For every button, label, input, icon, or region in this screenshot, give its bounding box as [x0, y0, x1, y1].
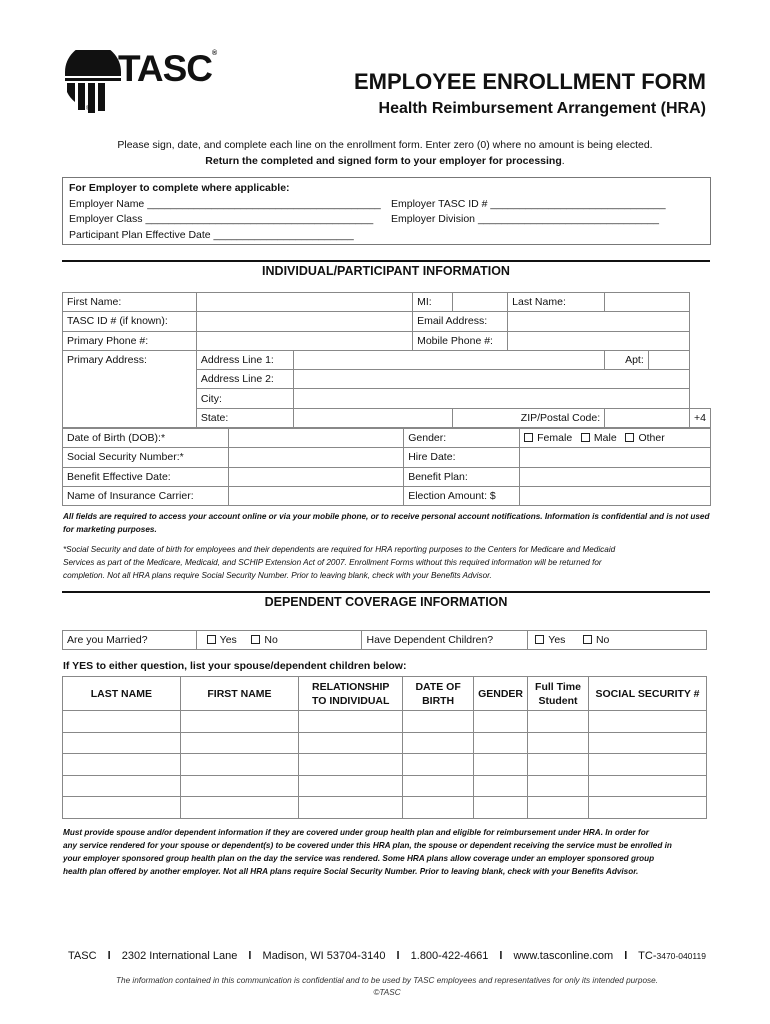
footer-city: Madison, WI 53704-3140 [262, 950, 386, 962]
dependent-cell-input[interactable] [528, 754, 589, 776]
ssn-label: Social Security Number:* [63, 448, 229, 467]
closing-note-line-2: any service rendered for your spouse or dependent(s) to be covered under this HRA plan, the spouse or dependent receiving the service must be enrolled in [63, 841, 672, 850]
dependent-questions-table [62, 630, 707, 650]
insurance-carrier-label: Name of Insurance Carrier: [63, 486, 229, 505]
benefit-effective-date-input[interactable] [228, 467, 403, 486]
dependent-cell-input[interactable] [588, 797, 706, 819]
city-label: City: [196, 389, 293, 408]
dependent-column-header [403, 677, 474, 711]
dependent-cell-input[interactable] [474, 797, 528, 819]
closing-note-line-4: health plan offered by another employer. Not all HRA plans require Social Security Number. Prior to leaving blank, check with your Benefits Advisor. [63, 867, 639, 876]
state-label: State: [196, 408, 293, 427]
dependent-cell-input[interactable] [299, 797, 403, 819]
dependent-cell-input[interactable] [528, 732, 589, 754]
tasc-id-label: TASC ID # (if known): [63, 312, 197, 331]
table-row [63, 448, 711, 467]
female-label: Female [537, 432, 573, 445]
city-input[interactable] [293, 389, 689, 408]
dependent-section-title: DEPENDENT COVERAGE INFORMATION [62, 591, 710, 609]
confidentiality-notice [63, 975, 711, 999]
table-row [63, 429, 711, 448]
married-yes-label: Yes [219, 634, 237, 647]
footer-form-code-prefix: TC- [638, 950, 657, 962]
mobile-phone-label: Mobile Phone #: [413, 331, 508, 350]
address-line-1-input[interactable] [293, 350, 605, 369]
table-row [63, 293, 711, 312]
dependent-column-header [180, 677, 299, 711]
employer-class-field[interactable]: Employer Class _______________________________________ [69, 213, 374, 225]
column-header-line-1: GENDER [478, 687, 523, 700]
participant-table-2 [62, 428, 711, 506]
benefit-plan-input[interactable] [520, 467, 711, 486]
footer-separator: l [248, 950, 252, 962]
dependent-cell-input[interactable] [63, 797, 181, 819]
table-row [63, 732, 707, 754]
registered-mark: ® [211, 50, 217, 57]
mi-label: MI: [413, 293, 453, 312]
dob-label: Date of Birth (DOB):* [63, 429, 229, 448]
table-row [63, 754, 707, 776]
small-registered-mark: ® [86, 106, 91, 112]
table-row [63, 312, 711, 331]
dependent-cell-input[interactable] [63, 754, 181, 776]
dependent-cell-input[interactable] [474, 775, 528, 797]
election-amount-label: Election Amount: $ [404, 486, 520, 505]
dependent-column-header [528, 677, 589, 711]
dependent-cell-input[interactable] [528, 797, 589, 819]
column-header-line-2: TO INDIVIDUAL [312, 694, 390, 707]
female-checkbox[interactable] [524, 433, 533, 442]
column-header-line-1: FIRST NAME [207, 687, 272, 700]
dependent-cell-input[interactable] [528, 775, 589, 797]
tasc-wordmark-text: TASC [118, 48, 212, 89]
table-row [63, 711, 707, 733]
closing-note-line-3: your employer sponsored group health plan on the day the service was rendered. Some HRA plans allow coverage under an employer sponsored group [63, 854, 655, 863]
primary-phone-input[interactable] [196, 331, 412, 350]
dependent-cell-input[interactable] [299, 711, 403, 733]
primary-address-label: Primary Address: [63, 350, 197, 427]
dependents-yes-label: Yes [548, 634, 566, 647]
form-subtitle: Health Reimbursement Arrangement (HRA) [378, 100, 706, 117]
dependent-column-header [474, 677, 528, 711]
footer-separator: l [624, 950, 628, 962]
dependent-column-header [588, 677, 706, 711]
footer-separator: l [499, 950, 503, 962]
column-header-line-2: BIRTH [422, 694, 455, 707]
copyright-text: ©TASC [373, 988, 401, 997]
employer-tasc-id-field[interactable]: Employer TASC ID # ______________________________ [391, 197, 666, 210]
election-amount-input[interactable] [520, 486, 711, 505]
column-header-line-1: RELATIONSHIP [312, 680, 390, 693]
participant-section-title: INDIVIDUAL/PARTICIPANT INFORMATION [62, 260, 710, 278]
dependent-cell-input[interactable] [474, 754, 528, 776]
dependent-cell-input[interactable] [180, 754, 299, 776]
married-options [196, 631, 362, 650]
married-question: Are you Married? [63, 631, 197, 650]
form-title: EMPLOYEE ENROLLMENT FORM [354, 69, 706, 94]
table-row [63, 631, 707, 650]
dependent-cell-input[interactable] [588, 775, 706, 797]
closing-note-line-1: Must provide spouse and/or dependent information if they are covered under group health plan and eligible for reimbursement under HRA. In order for [63, 828, 649, 837]
table-row [63, 467, 711, 486]
gender-options [520, 429, 711, 448]
dependent-column-header [63, 677, 181, 711]
dependent-table-header [63, 677, 707, 711]
benefit-plan-label: Benefit Plan: [404, 467, 520, 486]
married-no-checkbox[interactable] [251, 635, 260, 644]
confidential-text: The information contained in this communication is confidential and to be used by TASC employees and representatives for only its intended purpose. [116, 976, 658, 985]
hire-date-label: Hire Date: [404, 448, 520, 467]
address-line-2-input[interactable] [293, 370, 689, 389]
employer-section [62, 177, 711, 245]
dependent-cell-input[interactable] [180, 732, 299, 754]
ssn-note-line-2: Services as part of the Medicare, Medicaid, and SCHIP Extension Act of 2007. Enrollment Forms without this required information will be returned for [63, 558, 602, 567]
plus4-label: +4 [694, 411, 706, 424]
table-row [63, 486, 711, 505]
footer-form-code: 3470-040119 [656, 951, 706, 961]
dependent-cell-input[interactable] [474, 732, 528, 754]
dependents-no-checkbox[interactable] [583, 635, 592, 644]
participant-plan-effective-date-field[interactable]: Participant Plan Effective Date ________________________ [69, 228, 354, 241]
dependent-cell-input[interactable] [180, 711, 299, 733]
married-no-label: No [264, 634, 278, 647]
ssn-note-line-3: completion. Not all HRA plans require Social Security Number. Prior to leaving blank, check with your Benefits Advisor. [63, 571, 492, 580]
benefit-effective-date-label: Benefit Effective Date: [63, 467, 229, 486]
dependent-cell-input[interactable] [588, 711, 706, 733]
apt-input[interactable] [648, 350, 689, 369]
ssn-note-line-1: *Social Security and date of birth for employees and their dependents are required for HRA reporting purposes to the Centers for Medicare and Medicaid [63, 545, 616, 554]
mi-input[interactable] [452, 293, 507, 312]
last-name-input[interactable] [605, 293, 690, 312]
column-header-line-1: DATE OF [415, 680, 461, 693]
dependent-cell-input[interactable] [403, 732, 474, 754]
employer-name-field[interactable]: Employer Name ________________________________________ [69, 197, 381, 210]
email-label: Email Address: [413, 312, 508, 331]
required-fields-note: All fields are required to access your account online or via your mobile phone, or to receive personal account notifications. Information is confidential and is not used for marketing purposes. [63, 512, 710, 534]
intro-period: . [561, 155, 565, 167]
gender-label: Gender: [404, 429, 520, 448]
dependent-cell-input[interactable] [474, 711, 528, 733]
dependent-cell-input[interactable] [588, 732, 706, 754]
column-header-line-1: SOCIAL SECURITY # [595, 687, 700, 700]
employer-division-field[interactable]: Employer Division _______________________________ [391, 213, 659, 225]
employer-heading: For Employer to complete where applicable: [69, 182, 290, 194]
address-line-2-label: Address Line 2: [196, 370, 293, 389]
column-header-line-2: Student [538, 694, 578, 707]
dependent-cell-input[interactable] [403, 775, 474, 797]
dependent-cell-input[interactable] [63, 732, 181, 754]
tasc-logo-mark-icon [63, 50, 123, 118]
dependent-cell-input[interactable] [63, 711, 181, 733]
dependent-cell-input[interactable] [528, 711, 589, 733]
male-checkbox[interactable] [581, 433, 590, 442]
zip-label: ZIP/Postal Code: [452, 408, 604, 427]
dependent-cell-input[interactable] [180, 797, 299, 819]
other-label: Other [638, 432, 665, 445]
insurance-carrier-input[interactable] [228, 486, 403, 505]
dependent-cell-input[interactable] [403, 711, 474, 733]
ssn-input[interactable] [228, 448, 403, 467]
dependent-list-prompt: If YES to either question, list your spouse/dependent children below: [63, 660, 407, 672]
footer-phone: 1.800-422-4661 [410, 950, 489, 962]
male-label: Male [593, 432, 617, 445]
first-name-label: First Name: [63, 293, 197, 312]
zip-input[interactable] [605, 408, 690, 427]
address-line-1-label: Address Line 1: [196, 350, 293, 369]
intro-line-1: Please sign, date, and complete each line on the enrollment form. Enter zero (0) where no amount is being elected. [117, 139, 653, 151]
dependent-column-header [299, 677, 403, 711]
dependent-cell-input[interactable] [588, 754, 706, 776]
mobile-phone-input[interactable] [508, 331, 690, 350]
footer-separator: l [396, 950, 400, 962]
intro-line-2 [63, 155, 707, 167]
footer-company: TASC [68, 950, 97, 962]
dependents-options [528, 631, 707, 650]
footer-website[interactable]: www.tasconline.com [513, 950, 614, 962]
footer [63, 950, 711, 962]
state-input[interactable] [293, 408, 452, 427]
apt-label: Apt: [605, 350, 649, 369]
dependent-cell-input[interactable] [299, 775, 403, 797]
column-header-line-1: LAST NAME [90, 687, 152, 700]
dob-input[interactable] [228, 429, 403, 448]
table-row [63, 775, 707, 797]
hire-date-input[interactable] [520, 448, 711, 467]
participant-table [62, 292, 711, 428]
email-input[interactable] [508, 312, 690, 331]
table-row [63, 350, 711, 369]
dependent-cell-input[interactable] [403, 754, 474, 776]
married-yes-checkbox[interactable] [207, 635, 216, 644]
intro-return-text: Return the completed and signed form to your employer for processing [205, 155, 562, 167]
footer-separator: l [107, 950, 111, 962]
other-checkbox[interactable] [625, 433, 634, 442]
primary-phone-label: Primary Phone #: [63, 331, 197, 350]
tasc-wordmark [118, 50, 216, 87]
column-header-line-1: Full Time [535, 680, 581, 693]
dependent-cell-input[interactable] [299, 754, 403, 776]
footer-address: 2302 International Lane [121, 950, 238, 962]
table-row [63, 331, 711, 350]
dependent-cell-input[interactable] [403, 797, 474, 819]
dependent-table-body [63, 711, 707, 819]
dependent-table [62, 676, 707, 819]
dependent-cell-input[interactable] [299, 732, 403, 754]
dependents-no-label: No [595, 634, 610, 647]
first-name-input[interactable] [196, 293, 412, 312]
dependents-yes-checkbox[interactable] [535, 635, 544, 644]
dependents-question: Have Dependent Children? [362, 631, 528, 650]
last-name-label: Last Name: [508, 293, 605, 312]
tasc-id-input[interactable] [196, 312, 412, 331]
zip-plus4-field[interactable] [690, 408, 711, 427]
table-row [63, 797, 707, 819]
dependent-cell-input[interactable] [63, 775, 181, 797]
dependent-cell-input[interactable] [180, 775, 299, 797]
